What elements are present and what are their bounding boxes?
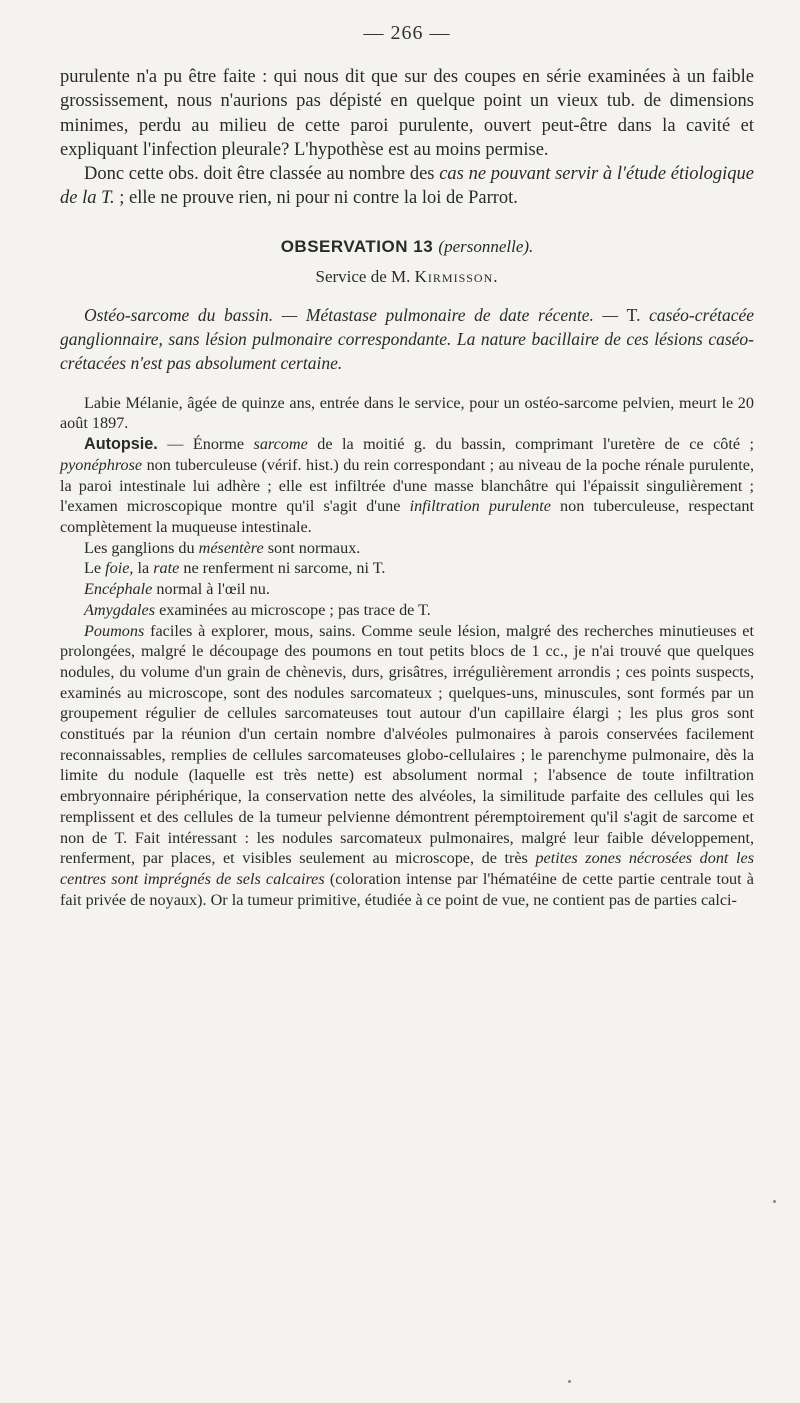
book-page	[60, 22, 754, 910]
observation-note: (personnelle).	[438, 236, 534, 256]
patient-paragraph: Labie Mélanie, âgée de quinze ans, entrée dans le service, pour un ostéo-sarcome pelvien, meurt le 20 août 1897.	[60, 393, 754, 433]
observation-heading	[60, 237, 754, 257]
mesentery-paragraph: Les ganglions du mésentère sont normaux.	[84, 538, 361, 557]
tonsils-paragraph: Amygdales examinées au microscope ; pas trace de T.	[84, 600, 431, 619]
intro-paragraph: purulente n'a pu être faite : qui nous dit que sur des coupes en série examinées à un faible grossissement, nous n'aurions pas dépisté en quelque point un vieux tub. de dimensions minimes, perdu au milieu de cette paroi purulente, ouvert peut-être dans la cavité et expliquant l'infection pleurale? L'hypothèse est au moins permise.	[60, 67, 754, 160]
intro-section	[60, 65, 754, 211]
case-body	[60, 393, 754, 911]
liver-spleen-paragraph: Le foie, la rate ne renferment ni sarcome, ni T.	[84, 559, 386, 578]
encephalon-paragraph: Encéphale normal à l'œil nu.	[84, 580, 270, 599]
observation-title: OBSERVATION 13	[280, 236, 434, 256]
service-line: Service de M. Kirmisson.	[315, 266, 499, 286]
case-summary: Ostéo-sarcome du bassin. — Métastase pulmonaire de date récente. — T. caséo-crétacée ganglionnaire, sans lésion pulmonaire correspondante. La nature bacillaire de ces lésions caséo-crétacées n'est pas absolument certaine.	[60, 304, 754, 373]
paper-speck	[773, 1200, 776, 1203]
service-chief: Kirmisson.	[414, 266, 499, 286]
conclusion-paragraph: Donc cette obs. doit être classée au nombre des cas ne pouvant servir à l'étude étiologique de la T. ; elle ne prouve rien, ni pour ni contre la loi de Parrot.	[60, 164, 754, 209]
conclusion-emphasis: cas ne pouvant servir à l'étude étiologique de la T.	[60, 164, 754, 209]
paper-speck	[568, 1380, 571, 1383]
page-number: — 266 —	[363, 22, 451, 44]
autopsy-paragraph: Autopsie. — Énorme sarcome de la moitié g. du bassin, comprimant l'uretère de ce côté ; pyonéphrose non tuberculeuse (vérif. hist.) du rein correspondant ; au niveau de la poche rénale purulente, la paroi intestinale lui adhère ; elle est infiltrée d'une masse blanchâtre qui l'épaissit singulièrement ; l'examen microscopique montre qu'il s'agit d'une infiltration purulente non tuberculeuse, respectant complètement la muqueuse intestinale.	[60, 435, 754, 536]
autopsy-label: Autopsie.	[84, 435, 158, 454]
lungs-paragraph: Poumons faciles à explorer, mous, sains. Comme seule lésion, malgré des recherches minutieuses et prolongées, malgré le découpage des poumons en tout petits blocs de 1 cc., je n'ai trouvé que quelques nodules, du volume d'un grain de chènevis, durs, grisâtres, irrégulièrement arrondis ; ces points suspects, examinés au microscope, sont des nodules sarcomateux ; quelques-uns, minuscules, sont formés par un groupement régulier de cellules sarcomateuses tout autour d'un capillaire élargi ; les plus gros sont constitués par la réunion d'un certain nombre d'alvéoles pulmonaires à parois conservées facilement reconnaissables, remplies de cellules sarcomateuses globo-cellulaires ; le parenchyme pulmonaire, dès la limite du nodule (laquelle est très nette) est absolument normal ; l'absence de toute infiltration embryonnaire périphérique, la conservation nette des alvéoles, la similitude parfaite des cellules qui les remplissent et des cellules de la tumeur pelvienne démontrent péremptoirement qu'il s'agit de sarcome et non de T. Fait intéressant : les nodules sarcomateux pulmonaires, malgré leur faible développement, renferment, par places, et visibles seulement au microscope, de très petites zones nécrosées dont les centres sont imprégnés de sels calcaires (coloration intense par l'hématéine de cette partie centrale tout à fait privée de noyaux). Or la tumeur primitive, étudiée à ce point de vue, ne contient pas de parties calci-	[60, 621, 754, 909]
